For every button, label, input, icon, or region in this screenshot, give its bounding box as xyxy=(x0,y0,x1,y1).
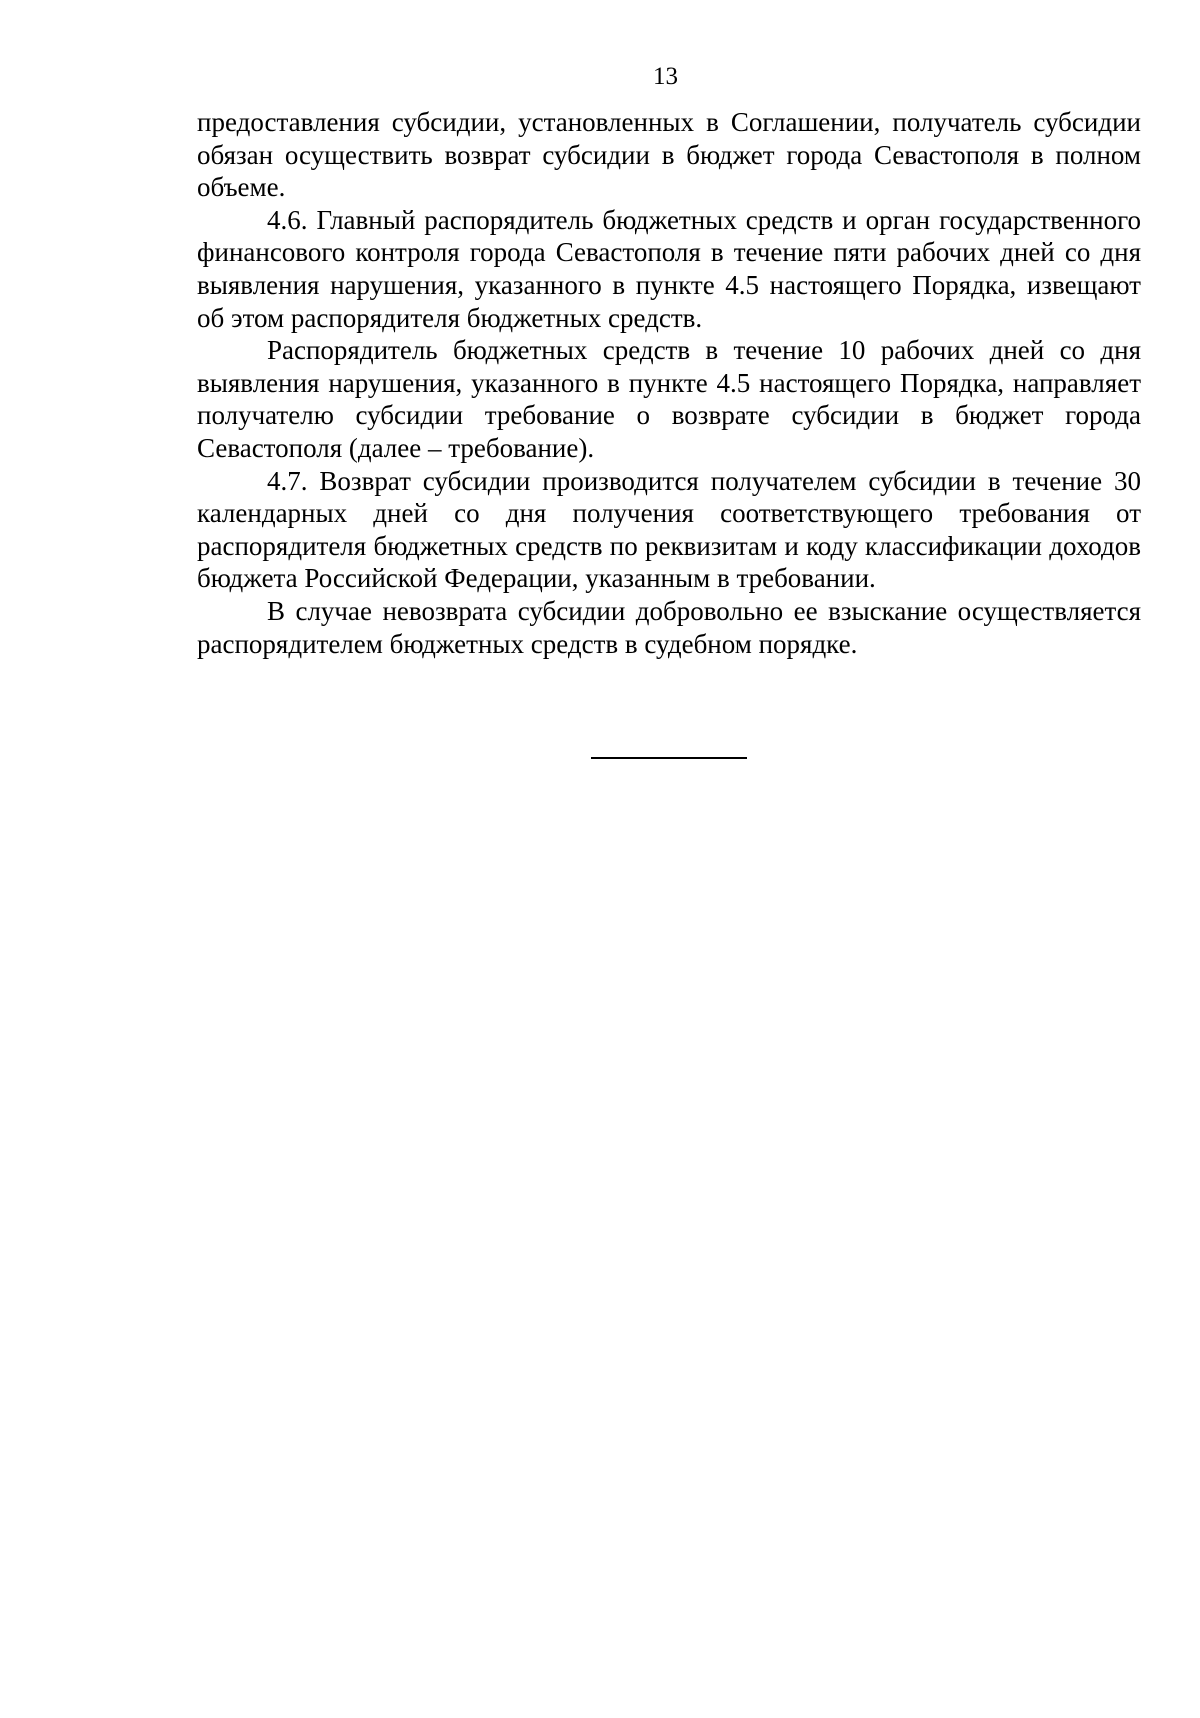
paragraph-clause-4-6: 4.6. Главный распорядитель бюджетных средств и орган государственного финансового контроля города Севастополя в течение пяти рабочих дней со дня выявления нарушения, указанного в пункте 4.5 настоящего Порядка, извещают об этом распорядителя бюджетных средств. xyxy=(197,204,1141,333)
page-number: 13 xyxy=(653,63,678,90)
end-of-text-rule xyxy=(591,757,747,759)
document-body xyxy=(197,106,1141,660)
paragraph-clause-4-6-notice: Распорядитель бюджетных средств в течение 10 рабочих дней со дня выявления нарушения, указанного в пункте 4.5 настоящего Порядка, направляет получателю субсидии требование о возврате субсидии в бюджет города Севастополя (далее – требование). xyxy=(197,335,1141,463)
paragraph-clause-4-7-enforcement: В случае невозврата субсидии добровольно ее взыскание осуществляется распорядителем бюджетных средств в судебном порядке. xyxy=(197,595,1141,659)
paragraph-continuation: предоставления субсидии, установленных в Соглашении, получатель субсидии обязан осуществить возврат субсидии в бюджет города Севастополя в полном объеме. xyxy=(197,107,1141,203)
paragraph-clause-4-7: 4.7. Возврат субсидии производится получателем субсидии в течение 30 календарных дней со дня получения соответствующего требования от распорядителя бюджетных средств по реквизитам и коду классификации доходов бюджета Российской Федерации, указанным в требовании. xyxy=(197,465,1141,594)
